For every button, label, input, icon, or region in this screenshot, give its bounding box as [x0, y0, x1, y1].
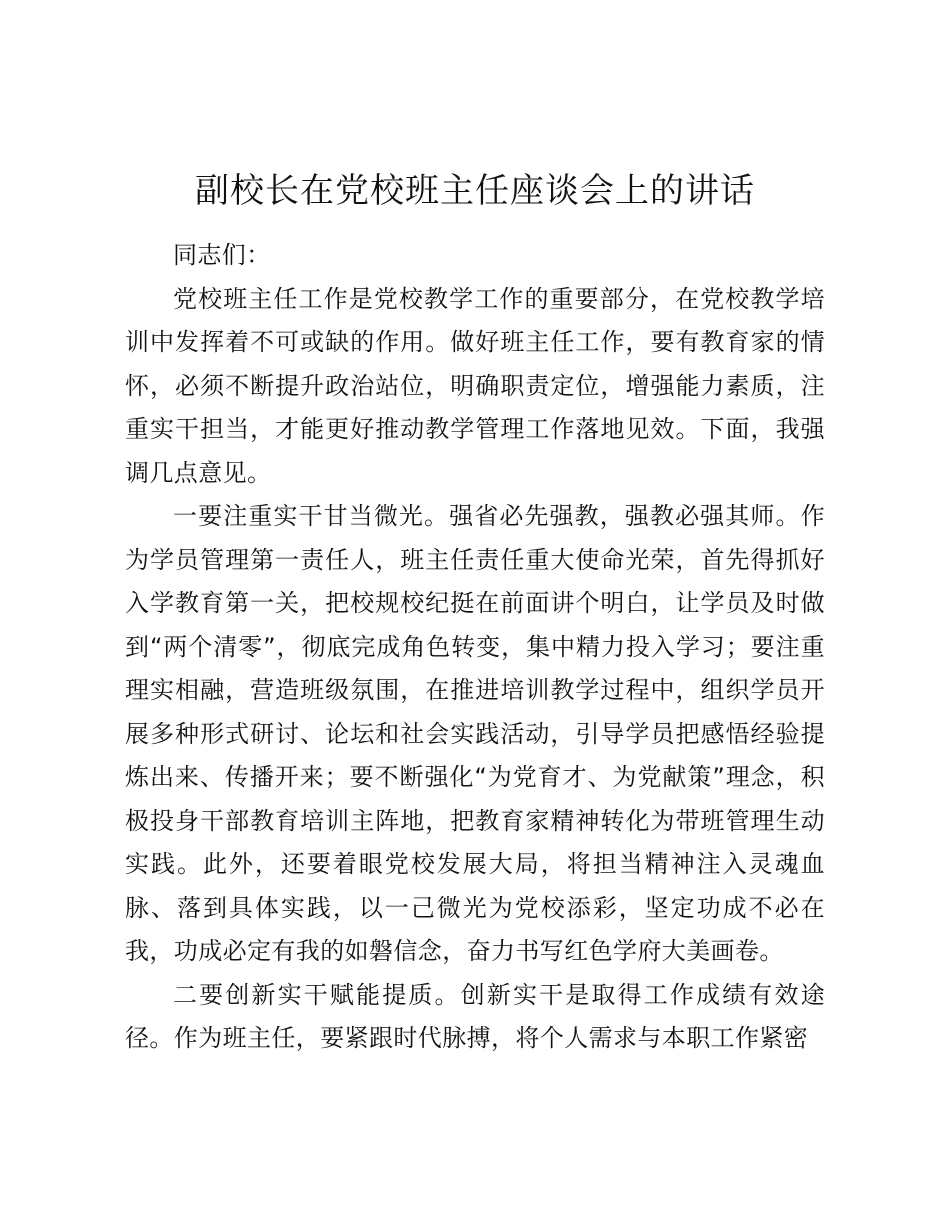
point-two-paragraph: 二要创新实干赋能提质。创新实干是取得工作成绩有效途径。作为班主任，要紧跟时代脉搏，将个人需求与本职工作紧密: [125, 980, 825, 1052]
document-title: 副校长在党校班主任座谈会上的讲话: [195, 171, 755, 211]
document-body: [125, 234, 825, 1061]
point-one-paragraph: 一要注重实干甘当微光。强省必先强教，强教必强其师。作为学员管理第一责任人，班主任责任重大使命光荣，首先得抓好入学教育第一关，把校规校纪挺在前面讲个明白，让学员及时做到“两个清零”，彻底完成角色转变，集中精力投入学习；要注重理实相融，营造班级氛围，在推进培训教学过程中，组织学员开展多种形式研讨、论坛和社会实践活动，引导学员把感悟经验提炼出来、传播开来；要不断强化“为党育才、为党献策”理念，积极投身干部教育培训主阵地，把教育家精神转化为带班管理生动实践。此外，还要着眼党校发展大局，将担当精神注入灵魂血脉、落到具体实践，以一己微光为党校添彩，坚定功成不必在我，功成必定有我的如磐信念，奋力书写红色学府大美画卷。: [125, 502, 825, 965]
salutation-paragraph: 同志们：: [173, 241, 271, 269]
intro-paragraph: 党校班主任工作是党校教学工作的重要部分，在党校教学培训中发挥着不可或缺的作用。做好班主任工作，要有教育家的情怀，必须不断提升政治站位，明确职责定位，增强能力素质，注重实干担当，才能更好推动教学管理工作落地见效。下面，我强调几点意见。: [125, 284, 825, 487]
